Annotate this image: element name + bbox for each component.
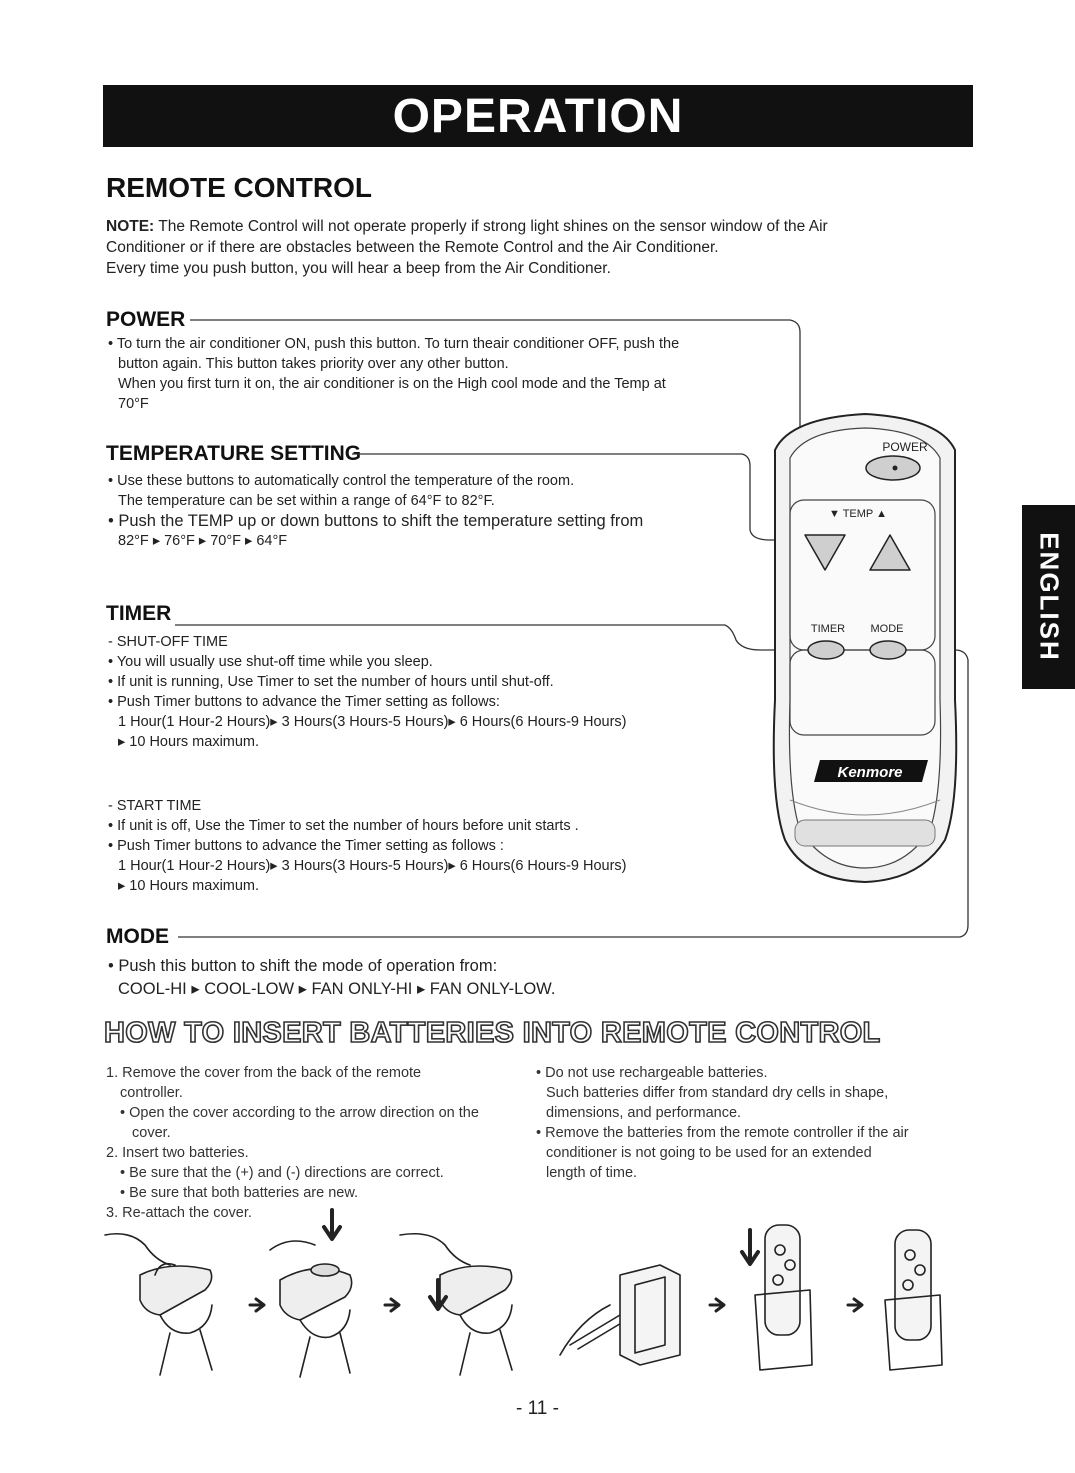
batteries-note-line: length of time. — [546, 1165, 638, 1181]
timer-shutoff-line: • You will usually use shut-off time while you sleep. — [108, 654, 433, 670]
power-heading: POWER — [106, 308, 186, 331]
power-line: button again. This button takes priority over any other button. — [118, 356, 509, 372]
batteries-step-line: 3. Re-attach the cover. — [106, 1205, 252, 1221]
remote-body — [774, 414, 957, 882]
batteries-step-line: controller. — [120, 1085, 183, 1101]
note-label: NOTE: — [106, 218, 155, 235]
remote-timer-label: TIMER — [810, 623, 846, 635]
timer-shutoff-line: 1 Hour(1 Hour-2 Hours)▸ 3 Hours(3 Hours-5 Hours)▸ 6 Hours(6 Hours-9 Hours) — [118, 714, 627, 730]
mode-heading: MODE — [106, 925, 169, 948]
batteries-heading: HOW TO INSERT BATTERIES INTO REMOTE CONTROL — [104, 1017, 881, 1049]
power-line: When you first turn it on, the air conditioner is on the High cool mode and the Temp at — [118, 376, 666, 392]
arrow-right-icon — [385, 1299, 399, 1311]
batteries-note-line: conditioner is not going to be used for an extended — [546, 1145, 872, 1161]
timer-leader-line — [175, 625, 800, 650]
battery-illustrations — [100, 1205, 980, 1385]
remote-temp-label: ▼ TEMP ▲ — [828, 508, 888, 520]
note-line-3: Every time you push button, you will hear a beep from the Air Conditioner. — [106, 260, 611, 277]
timer-start-line: 1 Hour(1 Hour-2 Hours)▸ 3 Hours(3 Hours-5 Hours)▸ 6 Hours(6 Hours-9 Hours) — [118, 858, 627, 874]
batteries-note-line: • Remove the batteries from the remote controller if the air — [536, 1125, 909, 1141]
insert-batteries-illustration — [270, 1210, 352, 1377]
temperature-line: • Use these buttons to automatically control the temperature of the room. — [108, 473, 575, 489]
language-tab-label: ENGLISH — [1034, 532, 1064, 662]
remote-power-label: POWER — [882, 440, 928, 454]
batteries-steps — [106, 1063, 479, 1223]
reattach-cover-illustration — [400, 1234, 512, 1375]
remote-control-heading: REMOTE CONTROL — [106, 172, 372, 203]
note-line-1: The Remote Control will not operate properly if strong light shines on the sensor window of the Air — [154, 218, 828, 235]
note-line-2: Conditioner or if there are obstacles between the Remote Control and the Air Conditioner. — [106, 239, 719, 256]
batteries-note-line: dimensions, and performance. — [546, 1105, 742, 1121]
mode-button-icon — [870, 641, 906, 659]
remote-into-holder-illustration — [742, 1225, 812, 1370]
timer-start-line: • Push Timer buttons to advance the Timer setting as follows : — [108, 838, 504, 854]
temperature-heading: TEMPERATURE SETTING — [106, 442, 362, 465]
batteries-note-line: Such batteries differ from standard dry cells in shape, — [546, 1085, 889, 1101]
temperature-line: • Push the TEMP up or down buttons to shift the temperature setting from — [108, 512, 644, 530]
timer-shutoff-line: • If unit is running, Use Timer to set the number of hours until shut-off. — [108, 674, 554, 690]
timer-start-line: • If unit is off, Use the Timer to set the number of hours before unit starts . — [108, 818, 579, 834]
arrow-right-icon — [848, 1299, 862, 1311]
timer-start-line: - START TIME — [108, 798, 202, 814]
banner-title: OPERATION — [392, 89, 684, 143]
remote-in-holder-illustration — [885, 1230, 942, 1370]
timer-start-line: ▸ 10 Hours maximum. — [118, 878, 260, 894]
mode-line: • Push this button to shift the mode of operation from: — [108, 957, 498, 975]
batteries-step-line: cover. — [132, 1125, 171, 1141]
batteries-note-line: • Do not use rechargeable batteries. — [536, 1065, 768, 1081]
temperature-line: The temperature can be set within a range of 64°F to 82°F. — [118, 493, 495, 509]
arrow-right-icon — [250, 1299, 264, 1311]
batteries-notes — [536, 1063, 909, 1183]
timer-shutoff-line: ▸ 10 Hours maximum. — [118, 734, 260, 750]
mode-line: COOL-HI ▸ COOL-LOW ▸ FAN ONLY-HI ▸ FAN ONLY-LOW. — [118, 980, 556, 998]
batteries-step-line: • Be sure that the (+) and (-) directions are correct. — [120, 1165, 444, 1181]
remote-mode-label: MODE — [870, 623, 904, 635]
timer-button-icon — [808, 641, 844, 659]
batteries-step-line: 1. Remove the cover from the back of the remote — [106, 1065, 422, 1081]
batteries-step-line: • Be sure that both batteries are new. — [120, 1185, 359, 1201]
timer-heading: TIMER — [106, 602, 172, 625]
temperature-leader-line — [352, 454, 805, 540]
power-line: • To turn the air conditioner ON, push this button. To turn theair conditioner OFF, push the — [108, 336, 680, 352]
arrow-right-icon — [710, 1299, 724, 1311]
batteries-step-line: • Open the cover according to the arrow direction on the — [120, 1105, 479, 1121]
page-number: - 11 - — [516, 1398, 559, 1419]
svg-text:Kenmore: Kenmore — [837, 764, 903, 781]
temperature-line: 82°F ▸ 76°F ▸ 70°F ▸ 64°F — [118, 533, 288, 549]
power-line: 70°F — [118, 396, 149, 412]
batteries-step-line: 2. Insert two batteries. — [106, 1145, 249, 1161]
timer-shutoff-line: - SHUT-OFF TIME — [108, 634, 228, 650]
kenmore-logo — [814, 760, 928, 782]
wall-holder-illustration — [560, 1265, 680, 1365]
timer-shutoff-line: • Push Timer buttons to advance the Timer setting as follows: — [108, 694, 500, 710]
remove-cover-illustration — [105, 1234, 212, 1375]
